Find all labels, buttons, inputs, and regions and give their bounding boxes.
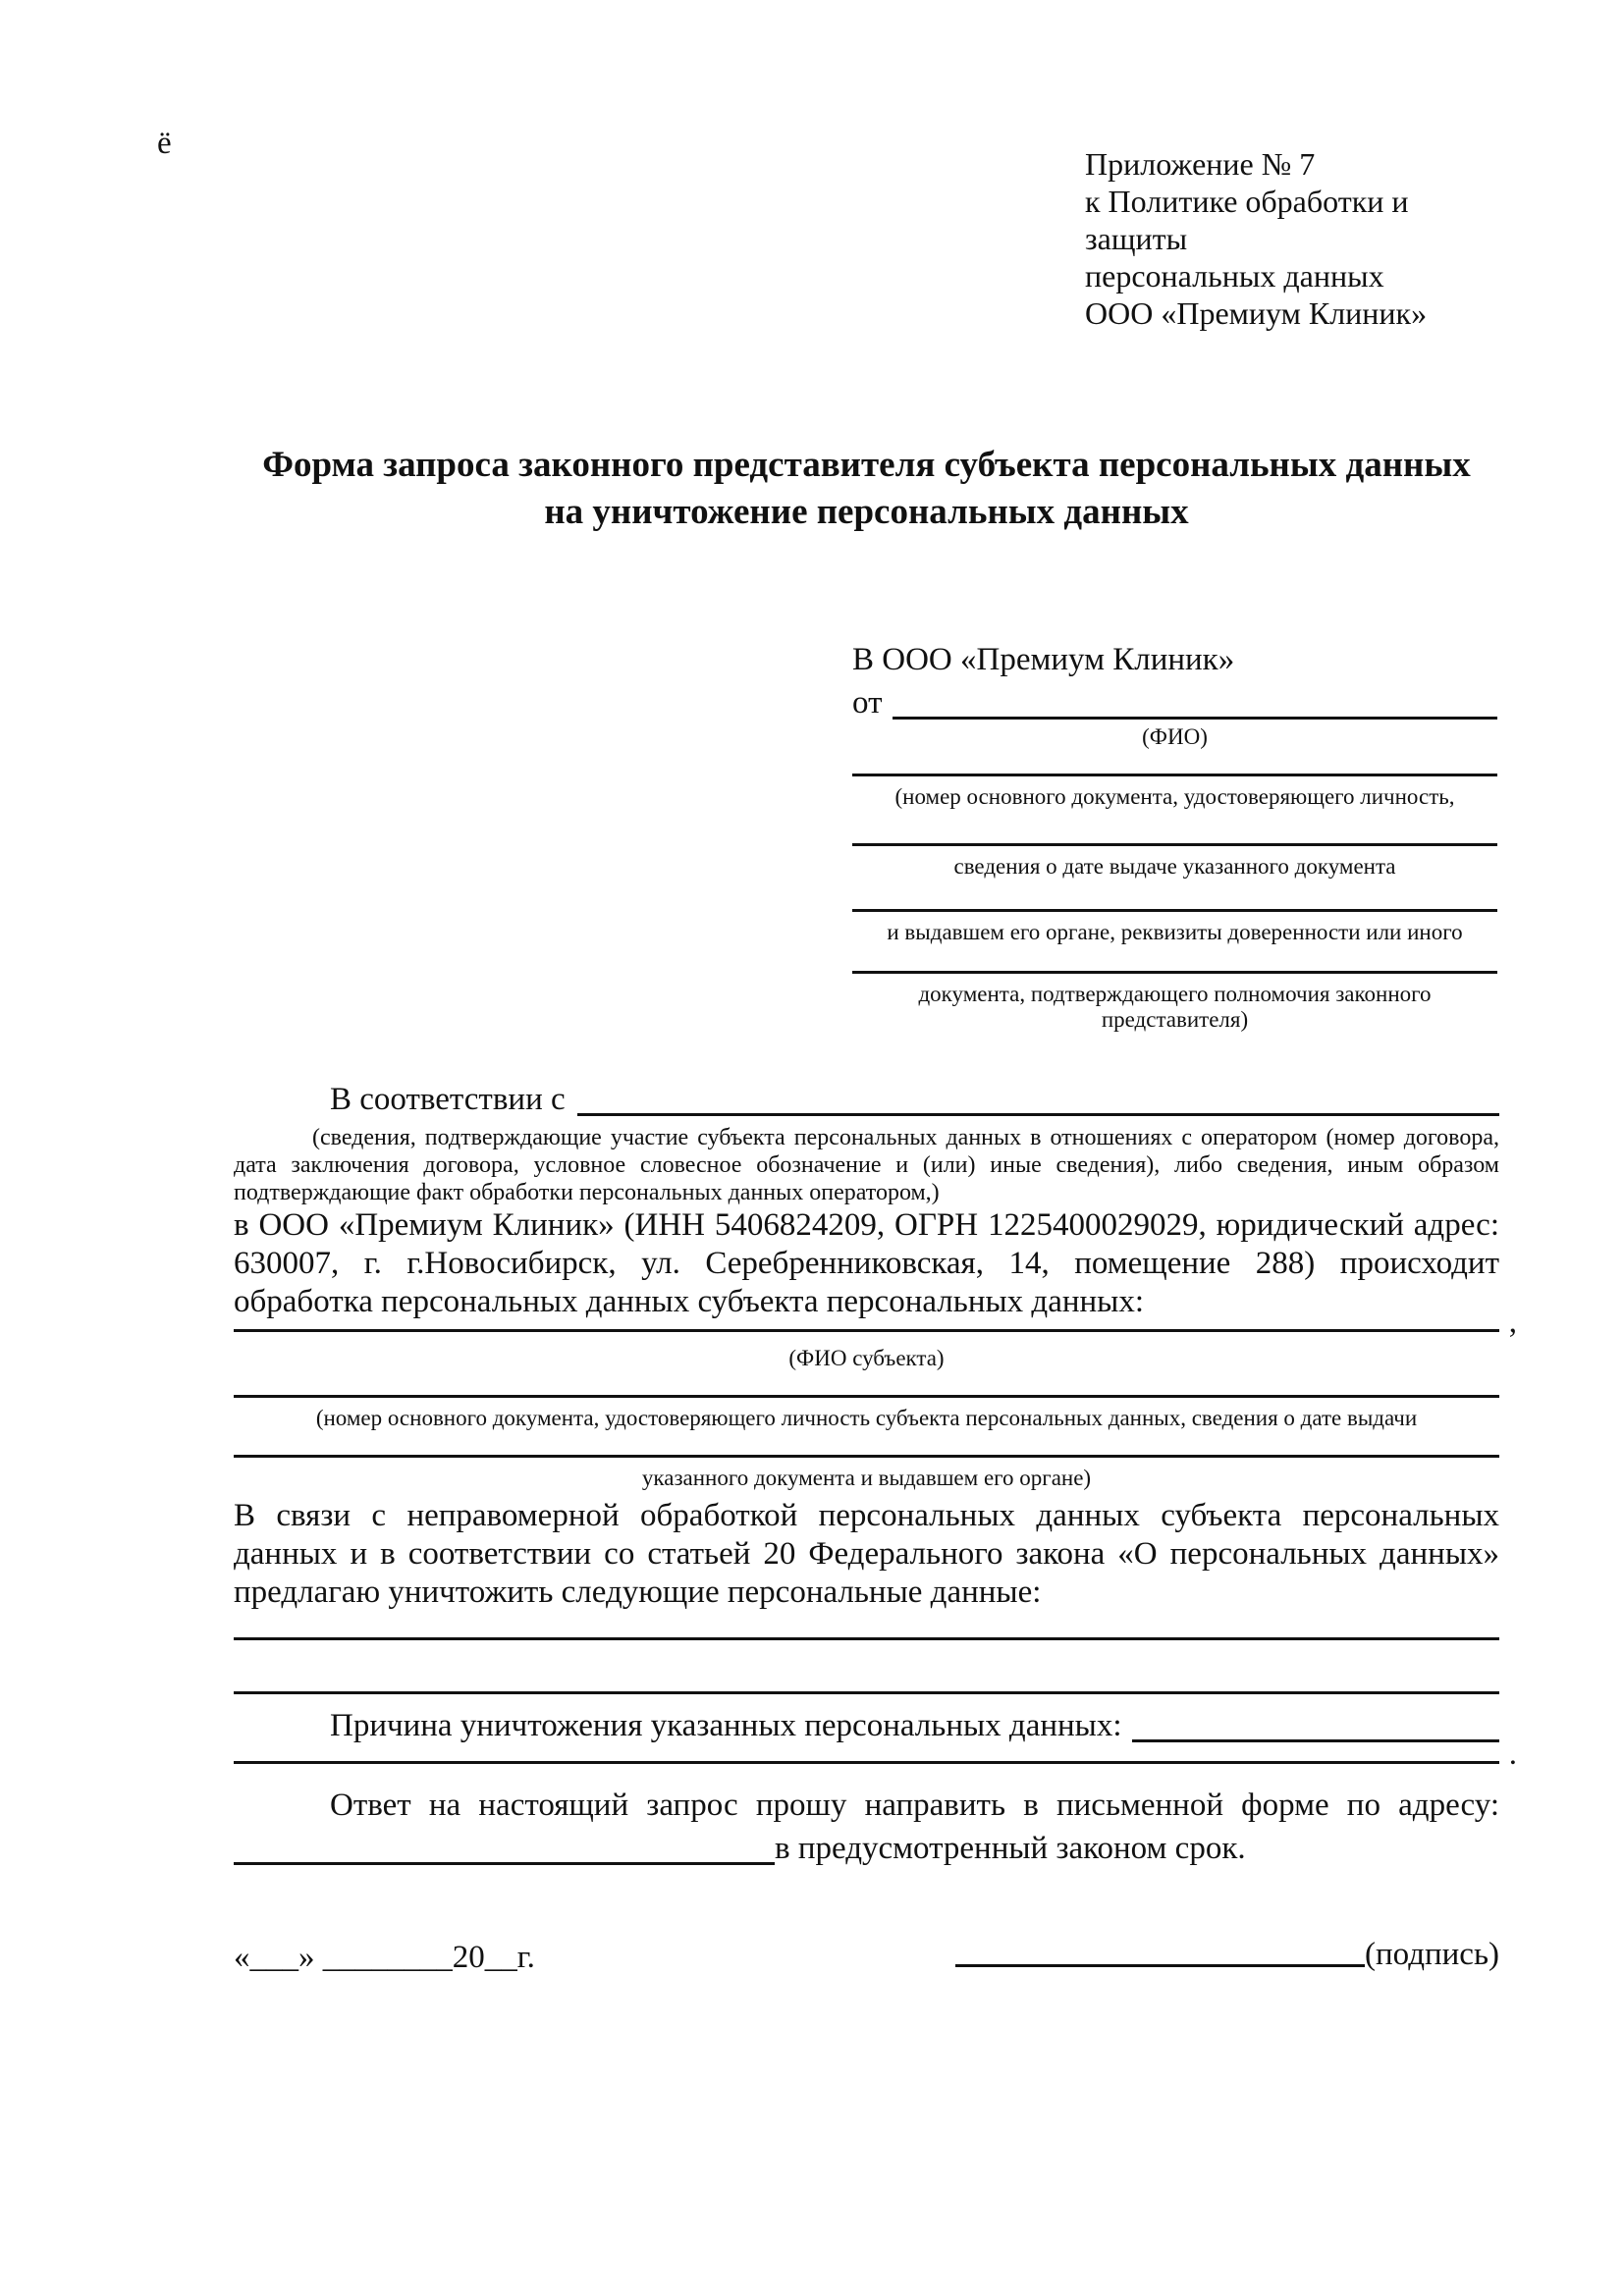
reply-tail-row xyxy=(234,1827,1499,1870)
reason-blank-line-2 xyxy=(234,1736,1517,1772)
reason-row xyxy=(234,1704,1499,1747)
reply-paragraph: Ответ на настоящий запрос прошу направить в письменной форме по адресу: xyxy=(330,1788,1499,1823)
doc-caption-3: и выдавшем его органе, реквизиты доверенности или иного xyxy=(887,920,1463,944)
title-line-2: на уничтожение персональных данных xyxy=(544,492,1189,532)
doc-caption-2: сведения о дате выдаче указанного документа xyxy=(953,854,1396,879)
subject-fio-caption: (ФИО субъекта) xyxy=(788,1346,945,1370)
subject-doc-caption-1: (номер основного документа, удостоверяющего личность субъекта персональных данных, сведения о дате выдачи xyxy=(315,1406,1418,1430)
signature-block xyxy=(955,1933,1499,1976)
footer-row xyxy=(234,1933,1499,1979)
document-title xyxy=(234,442,1499,536)
trailing-period: . xyxy=(1508,1736,1517,1772)
doc-blank-line-4 xyxy=(852,971,1497,974)
data-blank-line-2 xyxy=(234,1691,1499,1694)
appendix-line-3: персональных данных xyxy=(1085,258,1384,294)
recipient-organization: В ООО «Премиум Клиник» xyxy=(852,642,1235,677)
reply-tail-text: в предусмотренный законом срок. xyxy=(775,1831,1246,1866)
accordance-row xyxy=(234,1078,1499,1121)
fio-blank-line xyxy=(893,717,1498,720)
doc-blank-line-1 xyxy=(852,774,1497,776)
fio-caption: (ФИО) xyxy=(1142,724,1208,749)
appendix-line-4: ООО «Премиум Клиник» xyxy=(1085,295,1428,331)
appendix-block xyxy=(1085,145,1499,332)
subject-doc-caption-2: указанного документа и выдавшем его органе) xyxy=(641,1466,1092,1490)
reason-blank-line xyxy=(1132,1739,1499,1742)
trailing-comma: , xyxy=(1508,1305,1517,1340)
date-blank: «___» ________20__г. xyxy=(234,1940,535,1975)
reason-label: Причина уничтожения указанных персональных данных: xyxy=(330,1708,1122,1743)
appendix-line-2: к Политике обработки и защиты xyxy=(1085,184,1409,256)
address-blank-line xyxy=(234,1862,775,1865)
subject-doc-blank-line-1 xyxy=(234,1395,1499,1398)
doc-caption-1: (номер основного документа, удостоверяющего личность, xyxy=(894,784,1455,809)
fine-print-note: (сведения, подтверждающие участие субъекта персональных данных в отношениях с оператором (номер договора, дата заключения договора, условное словесное обозначение и (или) иные сведения), либо сведения, иным образом подтверждающие факт обработки персональных данных оператором,) xyxy=(234,1125,1499,1205)
recipient-block xyxy=(852,638,1497,1033)
signature-caption: (подпись) xyxy=(1365,1937,1499,1972)
destruction-paragraph: В связи с неправомерной обработкой персональных данных субъекта персональных данных и в соответствии со статьей 20 Федерального закона «О персональных данных» предлагаю уничтожить следующие персональные данные: xyxy=(234,1498,1499,1610)
doc-blank-line-3 xyxy=(852,909,1497,912)
doc-caption-4: документа, подтверждающего полномочия законного представителя) xyxy=(918,982,1432,1032)
signature-blank-line xyxy=(955,1964,1365,1967)
from-label: от xyxy=(852,685,883,721)
stray-char: ё xyxy=(157,126,172,161)
data-blank-line-1 xyxy=(234,1637,1499,1640)
doc-blank-line-2 xyxy=(852,843,1497,846)
subject-fio-blank-line xyxy=(234,1305,1517,1340)
appendix-line-1: Приложение № 7 xyxy=(1085,146,1316,182)
from-row xyxy=(852,681,1497,724)
accordance-blank-line xyxy=(577,1113,1499,1116)
operator-paragraph: в ООО «Премиум Клиник» (ИНН 5406824209, ОГРН 1225400029029, юридический адрес: 630007, г. г.Новосибирск, ул. Серебренниковская, 14, помещение 288) происходит обработка персональных данных субъекта персональных данных: xyxy=(234,1207,1499,1319)
subject-doc-blank-line-2 xyxy=(234,1455,1499,1458)
title-line-1: Форма запроса законного представителя субъекта персональных данных xyxy=(262,445,1471,485)
accordance-label: В соответствии с xyxy=(330,1082,566,1117)
